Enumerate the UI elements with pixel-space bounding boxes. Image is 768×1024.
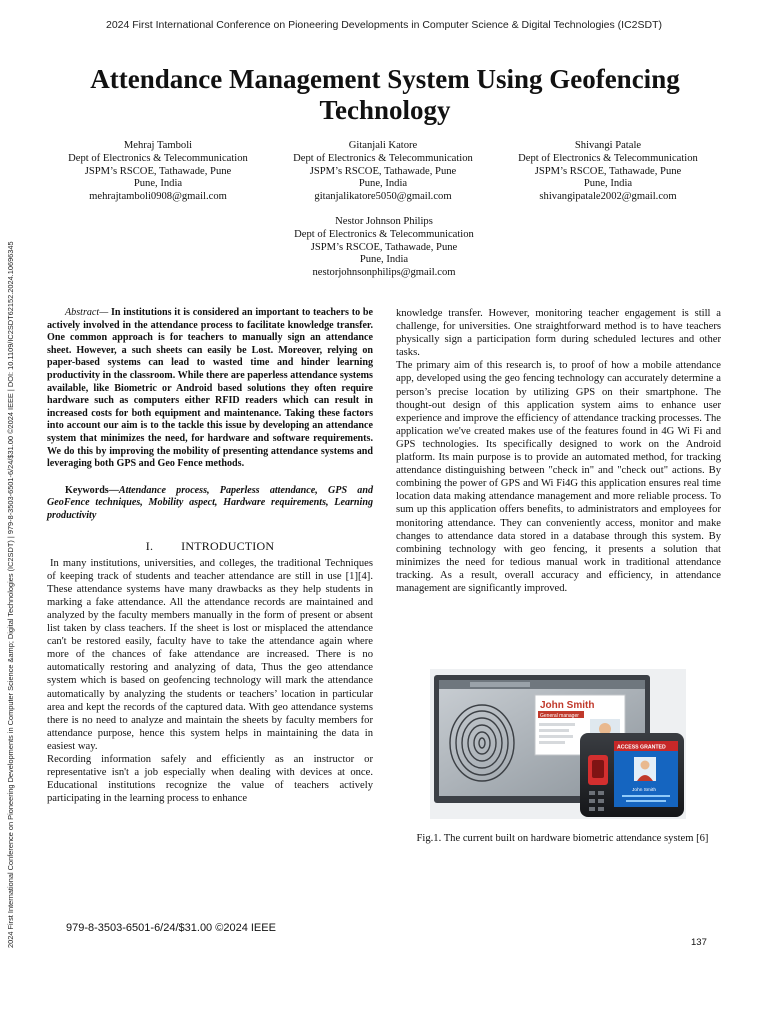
section-number: I. (145, 538, 154, 553)
author-institution: JSPM’s RSCOE, Tathawade, Pune (309, 165, 457, 177)
author-email[interactable]: mehrajtamboli0908@gmail.com (89, 191, 227, 203)
keywords-text: Attendance process, Paperless attendance, GPS and GeoFence techniques, Mobility aspect, Hardware requirements, Learning productivity (47, 484, 373, 521)
author-name: Gitanjali Katore (348, 140, 418, 151)
author-email[interactable]: shivangipatale2002@gmail.com (539, 191, 677, 203)
author-name: Nestor Johnson Philips (335, 216, 433, 227)
side-doi-strip: 2024 First International Conference on Pioneering Developments in Computer Science &amp; Digital Technologies (IC2SDT) | 979-8-3503-6501-6/24/$31.00 ©2024 IEEE | DOI: 10.1109/IC2SDT62152.2024.10696345 (6, 241, 15, 948)
biometric-illustration (430, 669, 686, 819)
author-institution: JSPM’s RSCOE, Tathawade, Pune (534, 165, 682, 177)
author-name: Mehraj Tamboli (123, 140, 193, 151)
author-dept: Dept of Electronics & Telecommunication (293, 152, 473, 164)
body-paragraph: In many institutions, universities, and colleges, the traditional Techniques of keeping track of students and teacher attendance are still in use [1][4]. These attendance systems have many drawbacks as they help students in marking a fake attendance. All the attendance records are maintained and analyzed by the faculty members manually in the form of present or absent list taken by class teachers. If the sheet is lost or misplaced the attendance can't be restored easily, faculty have to take the attendance again where more of the chances of fake attendance are increased. There is no automatically restoring and analyzing of data, Thus the geo attendance system which is based on geofencing technology will mark the attendance automatically by analyzing the students or teachers’ location in particular area and kept the records of the captured data. With geo attendance systems there is no need to analyze and maintain the sheets by faculty members for attendance purpose, hence this system helps in maintaining the data in easiest way. (47, 557, 373, 752)
paper-title: Attendance Management System Using Geofencing Technology (90, 64, 680, 125)
author-block (498, 140, 718, 204)
keywords (47, 485, 373, 523)
id-card-role: General manager (540, 713, 579, 719)
figure-biometric-device (430, 669, 686, 819)
body-paragraph: knowledge transfer. However, monitoring teacher engagement is still a challenge, for universities. One straightforward method is to have teachers physically sign a participation form during scheduled lectures and other tasks. (396, 308, 721, 359)
left-column (47, 307, 373, 805)
abstract-text: In institutions it is considered an important to teachers to be actively involved in the attendance process to facilitate knowledge transfer. One common approach is for teachers to manually sign an attendance sheet. However, a such sheets can easily be Lost. Moreover, relying on paper-based systems can lead to wasted time and hinder learning productivity in the classroom. While there are paperless attendance systems available, like Biometric or Android based solutions they often require hardware such as computers either RFID readers which can result in increased costs for both equipment and maintenance. Taking these factors into account our aim is to the tackle this issue by developing an attendance system that minimizes the need, for hardware and software requirements. We do this by improving the mobility of presenting attendance systems and leveraging both GPS and Geo Fence methods. (47, 307, 373, 470)
authors-row (48, 140, 718, 204)
section-heading (47, 540, 373, 553)
section-title: INTRODUCTION (181, 538, 275, 553)
author-block (48, 140, 268, 204)
author-dept: Dept of Electronics & Telecommunication (294, 228, 474, 240)
author-institution: JSPM’s RSCOE, Tathawade, Pune (310, 241, 458, 253)
author-location: Pune, India (358, 178, 408, 190)
author-email[interactable]: gitanjalikatore5050@gmail.com (314, 191, 452, 203)
body-paragraph: The primary aim of this research is, to proof of how a mobile attendance app, developed using the geo fencing technology can accurately determine a person’s precise location by utilizing GPS on their smartphone. The thought-out design of this application system aims to enhance user experience and improve the efficiency of attendance tracking processes. The application we've created makes use of the features found in 4G Wi Fi and GPS technologies. Its specifically designed to work on the Android platform. Its main purpose is to provide an automated method, for tracking attendance distinguishing between "check in" and "check out" actions. By combining the power of GPS and Wi Fi4G this application ensures real time location data making attendance management and more reliable process. To sum up this application offers benefits, to administrators and employees for monitoring attendance. They can conveniently access, monitor and make changes to attendance data stored in a database through this system. By combining technology with geo fencing, it presents a solution that minimizes the need for tedious manual work in traditional attendance tracking. As a result, overall accuracy and efficiency, in attendance management are significantly improved. (396, 360, 721, 594)
body-paragraph: Recording information safely and efficiently as an instructor or representative isn't a job especially when dealing with devices at once. Educational institutions recognize the value of teachers actively participating in the learning process to enhance (47, 754, 373, 805)
author-email[interactable]: nestorjohnsonphilips@gmail.com (312, 267, 456, 279)
author-location: Pune, India (359, 254, 409, 266)
device-avatar-icon (634, 757, 656, 781)
author-location: Pune, India (133, 178, 183, 190)
author-dept: Dept of Electronics & Telecommunication (518, 152, 698, 164)
abstract-label: Abstract— (65, 307, 109, 318)
page-number: 137 (691, 937, 707, 948)
keywords-label: Keywords— (65, 484, 119, 496)
abstract (47, 307, 373, 471)
author-location: Pune, India (583, 178, 633, 190)
author-dept: Dept of Electronics & Telecommunication (68, 152, 248, 164)
right-column (396, 307, 721, 595)
author-block (273, 140, 493, 204)
id-card-name: John Smith (540, 700, 595, 711)
author-institution: JSPM’s RSCOE, Tathawade, Pune (84, 165, 232, 177)
device-banner: ACCESS GRANTED (617, 744, 666, 751)
author-block (274, 216, 494, 280)
author-name: Shivangi Patale (574, 140, 642, 151)
figure-caption: Fig.1. The current built on hardware biometric attendance system [6] (416, 833, 709, 844)
footer-isbn: 979-8-3503-6501-6/24/$31.00 ©2024 IEEE (66, 922, 276, 934)
device-name: John Smith (632, 788, 656, 793)
conference-header: 2024 First International Conference on Pioneering Developments in Computer Science & Digital Technologies (IC2SDT) (105, 19, 662, 31)
